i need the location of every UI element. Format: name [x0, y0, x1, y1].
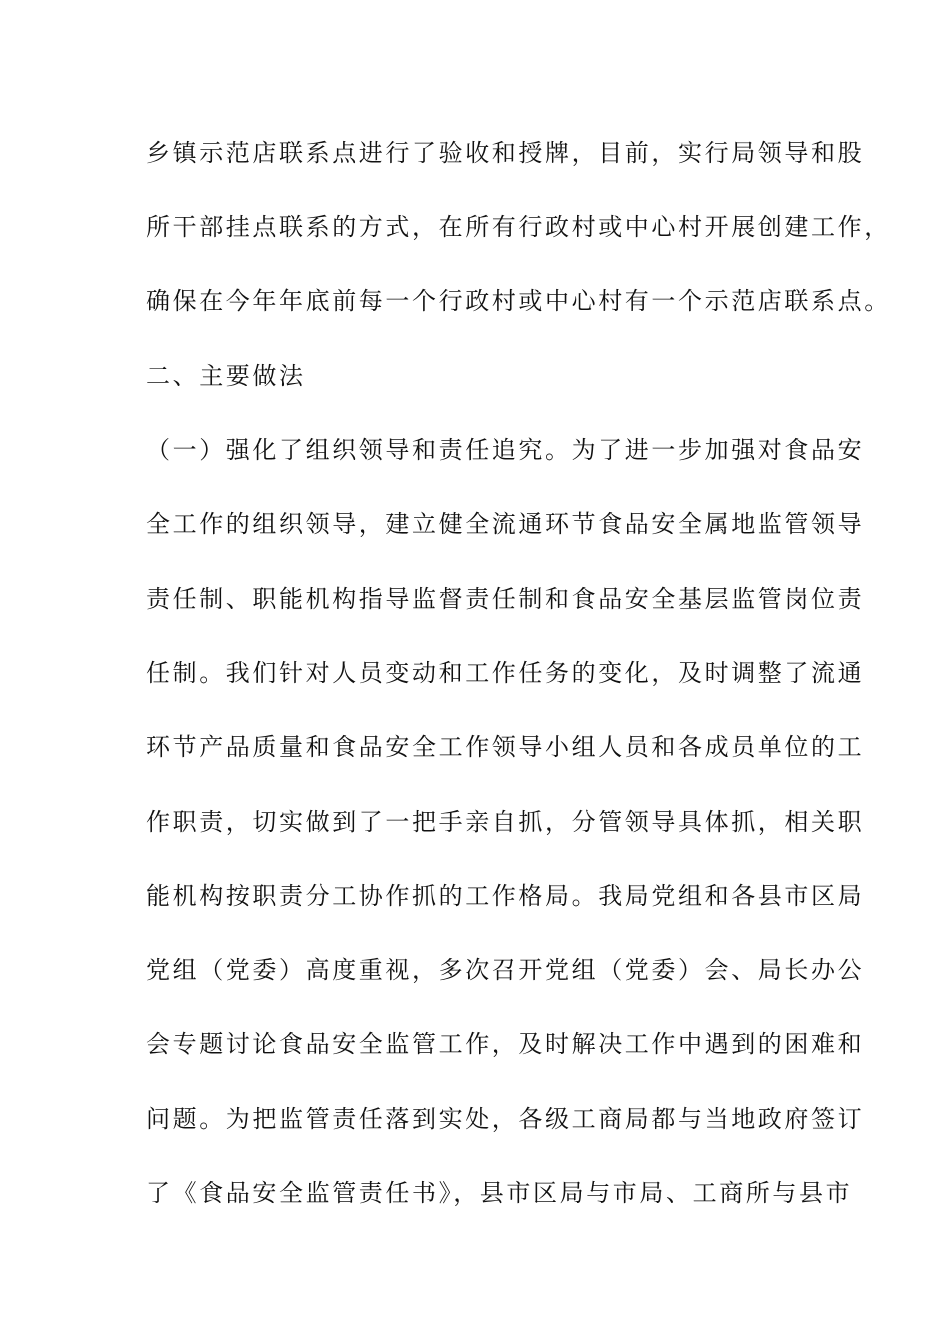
text-line: 问题。为把监管责任落到实处，各级工商局都与当地政府签订 [146, 1105, 865, 1133]
text-line: 乡镇示范店联系点进行了验收和授牌，目前，实行局领导和股 [146, 139, 865, 167]
section-heading: 二、主要做法 [146, 362, 306, 390]
text-line: 确保在今年年底前每一个行政村或中心村有一个示范店联系点。 [146, 287, 891, 315]
text-line: 了《食品安全监管责任书》，县市区局与市局、工商所与县市 [146, 1179, 853, 1207]
text-line: 作职责，切实做到了一把手亲自抓，分管领导具体抓，相关职 [146, 808, 865, 836]
text-line: 任制。我们针对人员变动和工作任务的变化，及时调整了流通 [146, 659, 865, 687]
text-line: 全工作的组织领导，建立健全流通环节食品安全属地监管领导 [146, 510, 865, 538]
text-line: （一）强化了组织领导和责任追究。为了进一步加强对食品安 [146, 436, 865, 464]
text-line: 责任制、职能机构指导监督责任制和食品安全基层监管岗位责 [146, 585, 865, 613]
text-line: 所干部挂点联系的方式，在所有行政村或中心村开展创建工作， [146, 213, 891, 241]
text-line: 党组（党委）高度重视，多次召开党组（党委）会、局长办公 [146, 956, 865, 984]
text-line: 能机构按职责分工协作抓的工作格局。我局党组和各县市区局 [146, 882, 865, 910]
text-line: 环节产品质量和食品安全工作领导小组人员和各成员单位的工 [146, 733, 865, 761]
text-line: 会专题讨论食品安全监管工作，及时解决工作中遇到的困难和 [146, 1030, 865, 1058]
